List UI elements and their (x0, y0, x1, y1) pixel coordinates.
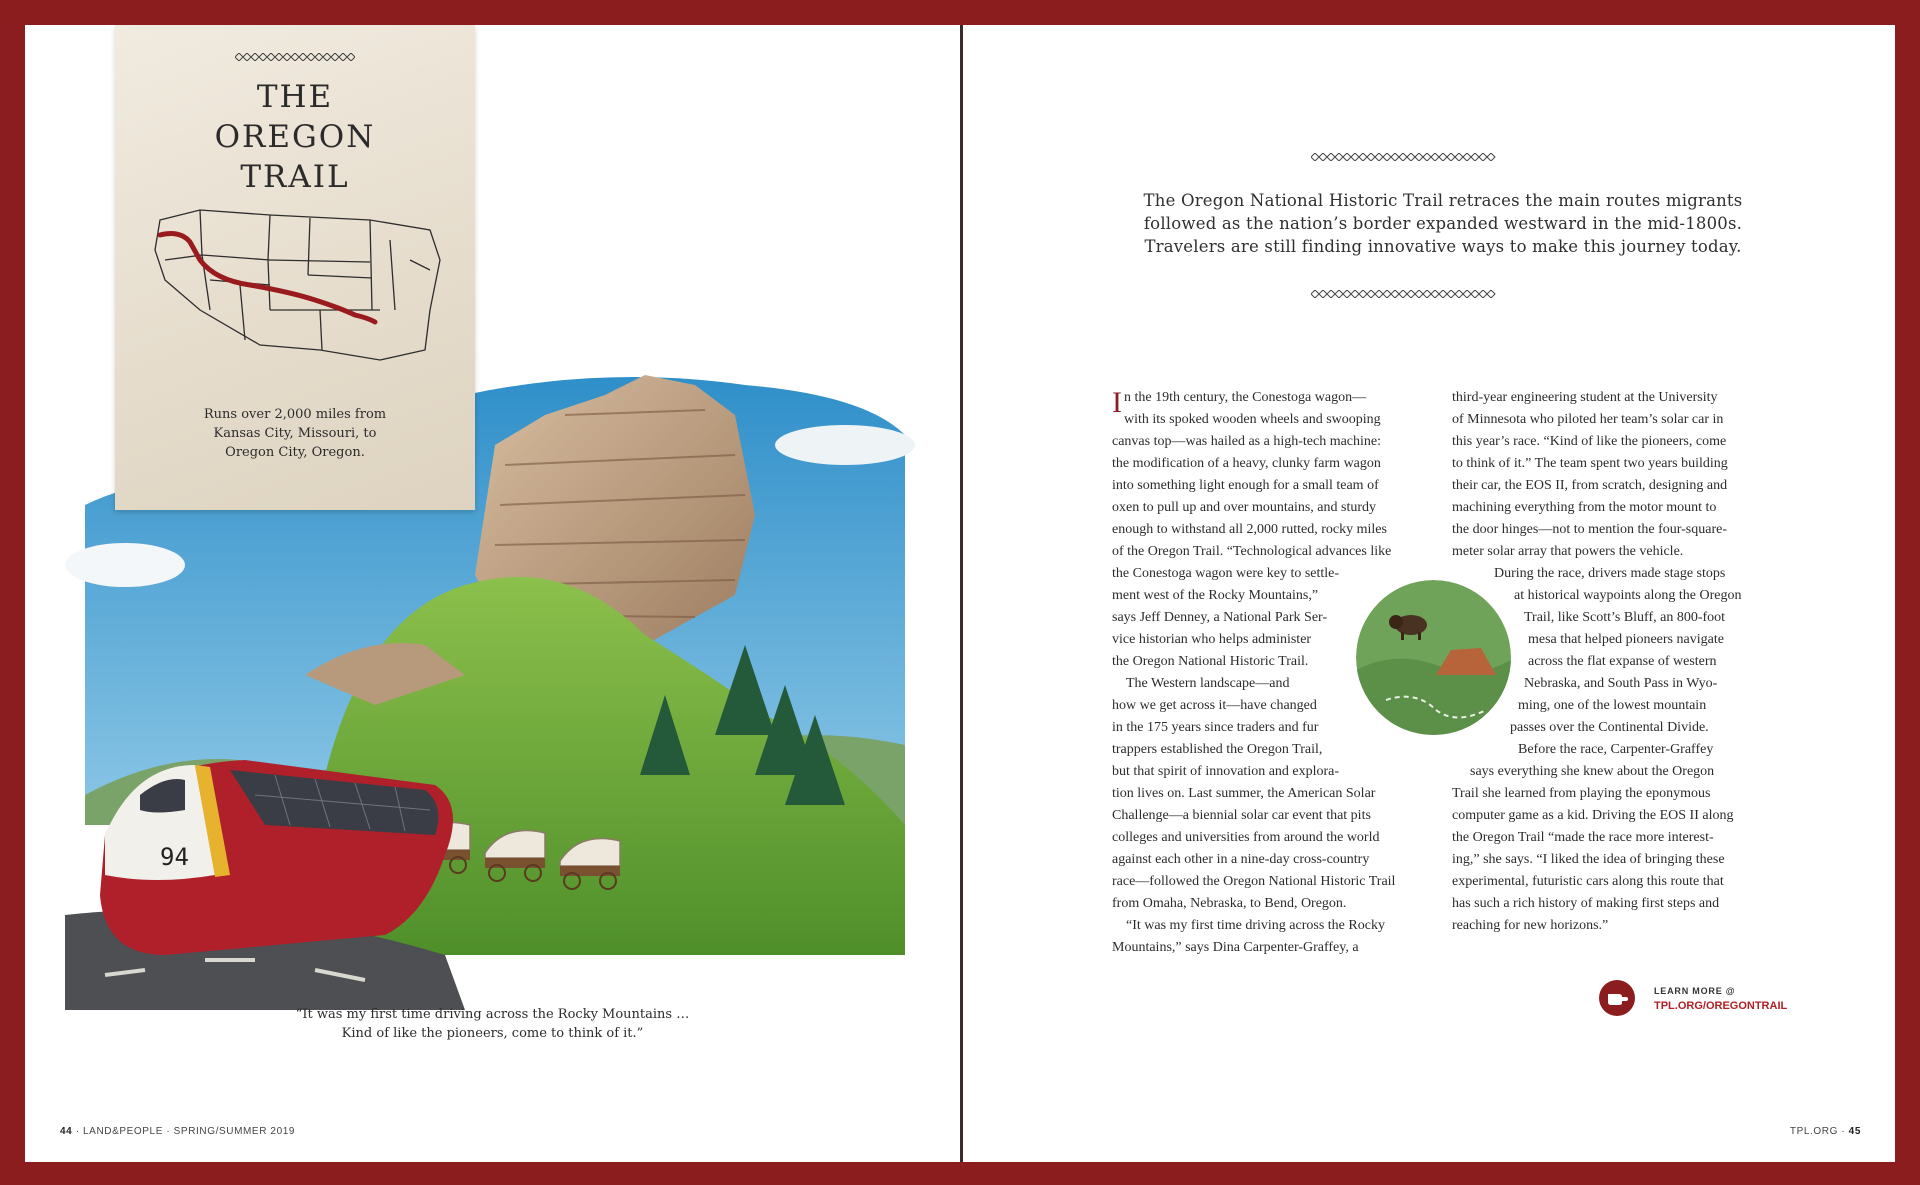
body-line: reaching for new horizons.” (1452, 918, 1609, 933)
card-title-line: OREGON (214, 119, 376, 155)
intro-line: Travelers are still finding innovative ways to make this journey today. (1144, 237, 1742, 256)
card-caption-line: Runs over 2,000 miles from (203, 407, 387, 422)
body-line: machining everything from the motor mount to (1452, 500, 1717, 515)
body-line: third-year engineering student at the University (1452, 390, 1718, 405)
body-line: but that spirit of innovation and explora- (1112, 764, 1340, 779)
body-line: with its spoked wooden wheels and swooping (1124, 412, 1381, 427)
body-line: the door hinges—not to mention the four-square- (1452, 522, 1727, 537)
body-line: canvas top—was hailed as a high-tech machine: (1112, 434, 1382, 449)
body-line: this year’s race. “Kind of like the pioneers, come (1452, 434, 1727, 449)
body-column-left (1112, 386, 1396, 959)
right-page (963, 25, 1895, 1162)
body-line: their car, the EOS II, from scratch, designing and (1452, 478, 1728, 493)
body-line: enough to withstand all 2,000 rutted, rocky miles (1112, 522, 1387, 537)
body-line: meter solar array that powers the vehicle. (1452, 544, 1684, 559)
body-line: Challenge—a biennial solar car event that pits (1112, 808, 1371, 823)
folio-text: · LAND&PEOPLE · SPRING/SUMMER 2019 (72, 1126, 296, 1137)
body-column-right (1452, 387, 1742, 937)
body-line: oxen to pull up and over mountains, and sturdy (1112, 500, 1377, 515)
body-line: across the flat expanse of western (1528, 654, 1717, 669)
body-line: the Oregon National Historic Trail. (1112, 654, 1309, 669)
pull-quote-line: “It was my first time driving across the Rocky Mountains … (295, 1007, 690, 1022)
pull-quote (25, 1005, 960, 1043)
body-line: experimental, futuristic cars along this route that (1452, 874, 1724, 889)
page-number: 44 (60, 1126, 73, 1137)
body-line: to think of it.” The team spent two years building (1452, 456, 1728, 471)
body-line: says Jeff Denney, a National Park Ser- (1112, 610, 1328, 625)
body-line: how we get across it—have changed (1112, 698, 1317, 713)
body-line: The Western landscape—and (1112, 676, 1290, 691)
body-line: the modification of a heavy, clunky farm wagon (1112, 456, 1381, 471)
decorative-border-icon (235, 53, 355, 61)
us-map-with-trail (140, 200, 450, 370)
body-line: Mountains,” says Dina Carpenter-Graffey, a (1112, 940, 1359, 955)
decorative-border-icon (1311, 290, 1501, 298)
body-line: Trail, like Scott’s Bluff, an 800-foot (1524, 610, 1726, 625)
card-caption-line: Kansas City, Missouri, to (213, 426, 377, 441)
body-line: has such a rich history of making first steps and (1452, 896, 1720, 911)
learn-more-label: LEARN MORE @ (1654, 986, 1736, 996)
body-line: in the 175 years since traders and fur (1112, 720, 1319, 735)
body-line: colleges and universities from around the world (1112, 830, 1380, 845)
body-line: vice historian who helps administer (1112, 632, 1312, 647)
body-line: at historical waypoints along the Oregon (1514, 588, 1742, 603)
body-line: “It was my first time driving across the Rocky (1112, 918, 1385, 933)
body-line: Before the race, Carpenter-Graffey (1518, 742, 1714, 757)
body-line: into something light enough for a small team of (1112, 478, 1379, 493)
body-line: the Conestoga wagon were key to settle- (1112, 566, 1340, 581)
body-line: against each other in a nine-day cross-country (1112, 852, 1370, 867)
intro-deck (1083, 189, 1803, 258)
body-line: mesa that helped pioneers navigate (1528, 632, 1724, 647)
body-line: ment west of the Rocky Mountains,” (1112, 588, 1319, 603)
folio-left (60, 1126, 295, 1137)
body-line: computer game as a kid. Driving the EOS II along (1452, 808, 1734, 823)
body-line: says everything she knew about the Oregon (1470, 764, 1715, 779)
left-page (25, 25, 960, 1162)
body-line: from Omaha, Nebraska, to Bend, Oregon. (1112, 896, 1347, 911)
body-line: ming, one of the lowest mountain (1518, 698, 1707, 713)
body-line: During the race, drivers made stage stops (1494, 566, 1726, 581)
body-line-first (1112, 386, 1372, 419)
car-number: 94 (160, 843, 189, 871)
body-line: ing,” she says. “I liked the idea of bringing these (1452, 852, 1725, 867)
body-line: tion lives on. Last summer, the American Solar (1112, 786, 1376, 801)
pull-quote-line: Kind of like the pioneers, come to think of it.” (341, 1026, 644, 1041)
drop-cap: I (1112, 386, 1122, 419)
card-caption-line: Oregon City, Oregon. (225, 445, 365, 460)
intro-line: The Oregon National Historic Trail retraces the main routes migrants (1143, 191, 1743, 210)
decorative-border-icon (1311, 153, 1501, 161)
body-line: passes over the Continental Divide. (1510, 720, 1709, 735)
body-line: Nebraska, and South Pass in Wyo- (1524, 676, 1718, 691)
body-line: of Minnesota who piloted her team’s solar car in (1452, 412, 1724, 427)
body-line: Trail she learned from playing the eponymous (1452, 786, 1711, 801)
card-caption (115, 405, 475, 462)
intro-line: followed as the nation’s border expanded westward in the mid-1800s. (1143, 214, 1743, 233)
learn-more-link[interactable]: TPL.ORG/OREGONTRAIL (1654, 1000, 1788, 1012)
card-title (115, 77, 475, 197)
body-line: n the 19th century, the Conestoga wagon— (1124, 390, 1367, 405)
card-title-line: THE (256, 79, 334, 115)
trail-info-card (115, 25, 475, 510)
pointing-hand-icon (1599, 980, 1635, 1016)
body-line: race—followed the Oregon National Historic Trail (1112, 874, 1396, 889)
body-line: of the Oregon Trail. “Technological advances like (1112, 544, 1392, 559)
body-line: the Oregon Trail “made the race more interest- (1452, 830, 1714, 845)
body-line: trappers established the Oregon Trail, (1112, 742, 1323, 757)
page-number: 45 (1848, 1126, 1861, 1137)
folio-right (1790, 1126, 1861, 1137)
folio-text: TPL.ORG · (1789, 1126, 1849, 1137)
card-title-line: TRAIL (240, 159, 350, 195)
